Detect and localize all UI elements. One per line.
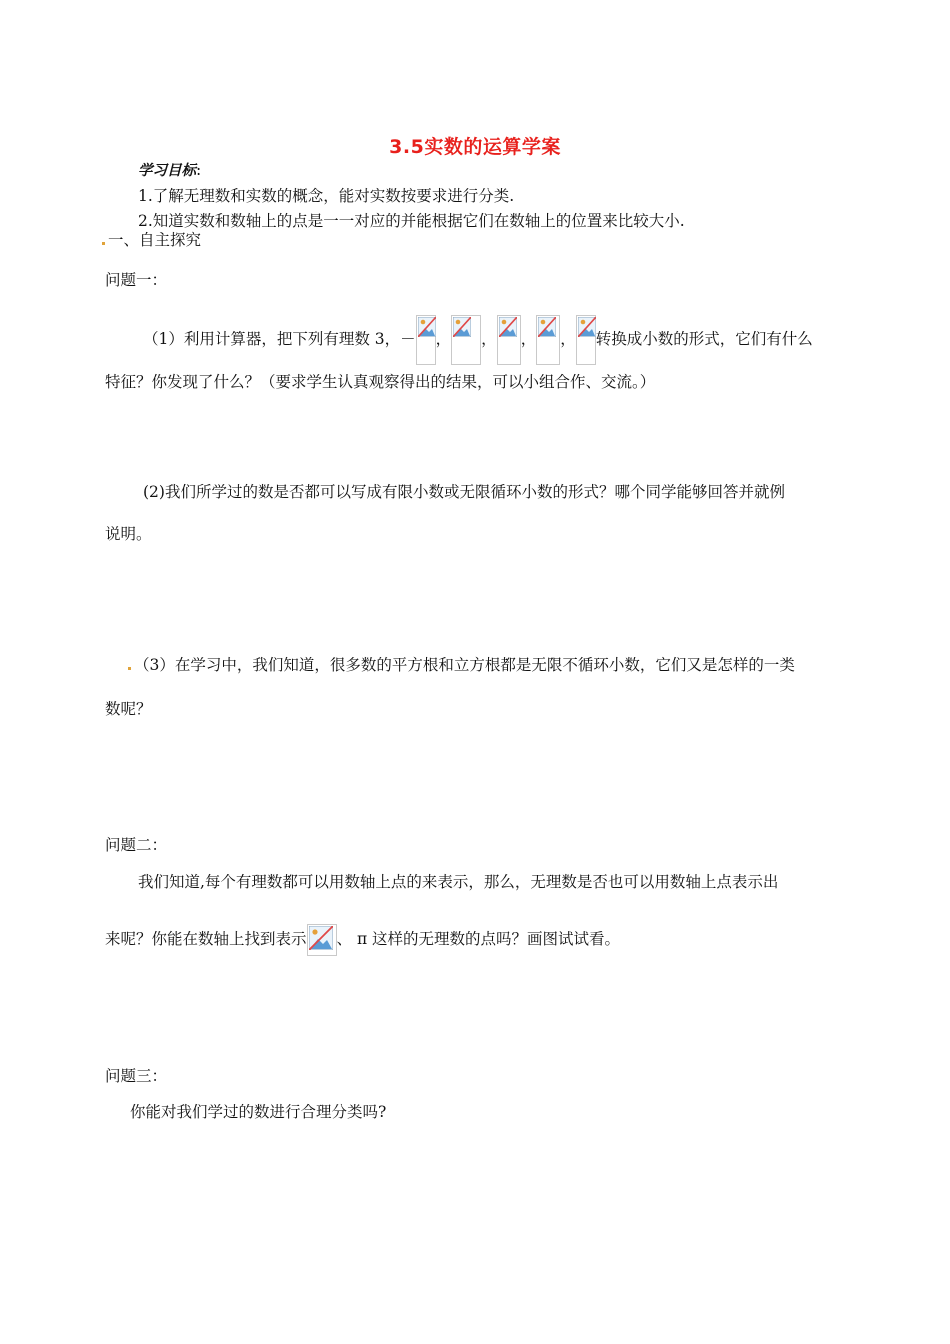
goal-2: 2.知道实数和数轴上的点是一一对应的并能根据它们在数轴上的位置来比较大小.	[138, 212, 685, 230]
q1-sep-1: ，	[435, 330, 452, 348]
q1-part1-text-a: （1）利用计算器，把下列有理数 3，－	[143, 330, 416, 348]
broken-image-icon	[576, 315, 596, 365]
q2-text-b1: 来呢？你能在数轴上找到表示	[105, 930, 307, 948]
q1-part1-text-b: 转换成小数的形式，它们有什么	[595, 330, 813, 348]
page-title: 3.5实数的运算学案	[389, 136, 561, 158]
question-1-part-2: (2)我们所学过的数是否都可以写成有限小数或无限循环小数的形式？哪个同学能够回答并就例	[143, 483, 785, 501]
goals-heading	[138, 160, 201, 181]
section-heading-text: 一、自主探究	[108, 231, 202, 249]
broken-image-icon	[307, 924, 337, 956]
question-2-heading: 问题二：	[105, 836, 168, 854]
question-3-text: 你能对我们学过的数进行合理分类吗?	[130, 1103, 387, 1121]
q1-part3-text: （3）在学习中，我们知道，很多数的平方根和立方根都是无限不循环小数，它们又是怎样的一类	[134, 656, 795, 674]
goals-heading-text: 学习目标	[138, 163, 196, 179]
section-heading	[102, 230, 201, 250]
goals-heading-colon: :	[196, 161, 202, 179]
question-3-heading: 问题三：	[105, 1067, 168, 1085]
goal-1: 1.了解无理数和实数的概念，能对实数按要求进行分类.	[138, 187, 515, 205]
q2-text-b2: 、 π 这样的无理数的点吗？画图试试看。	[336, 930, 621, 948]
question-1-heading: 问题一：	[105, 271, 168, 289]
q1-sep-2: ，	[481, 330, 497, 348]
broken-image-icon	[536, 315, 560, 365]
question-2-text-cont	[105, 924, 620, 956]
question-1-part-2-cont: 说明。	[105, 525, 152, 543]
question-1-part-1-cont: 特征？你发现了什么？（要求学生认真观察得出的结果，可以小组合作、交流。）	[105, 373, 656, 391]
broken-image-icon	[451, 315, 481, 365]
broken-image-icon	[497, 315, 521, 365]
q1-sep-3: ，	[520, 330, 537, 348]
anchor-marker-icon	[102, 242, 105, 245]
anchor-marker-icon	[128, 667, 131, 670]
broken-image-icon	[416, 315, 436, 365]
question-2-text: 我们知道,每个有理数都可以用数轴上点的来表示，那么，无理数是否也可以用数轴上点表示出	[138, 873, 779, 891]
q1-sep-4: ，	[560, 330, 576, 348]
question-1-part-3-cont: 数呢？	[105, 700, 152, 718]
question-1-part-3	[128, 655, 795, 675]
question-1-part-1	[143, 315, 813, 365]
